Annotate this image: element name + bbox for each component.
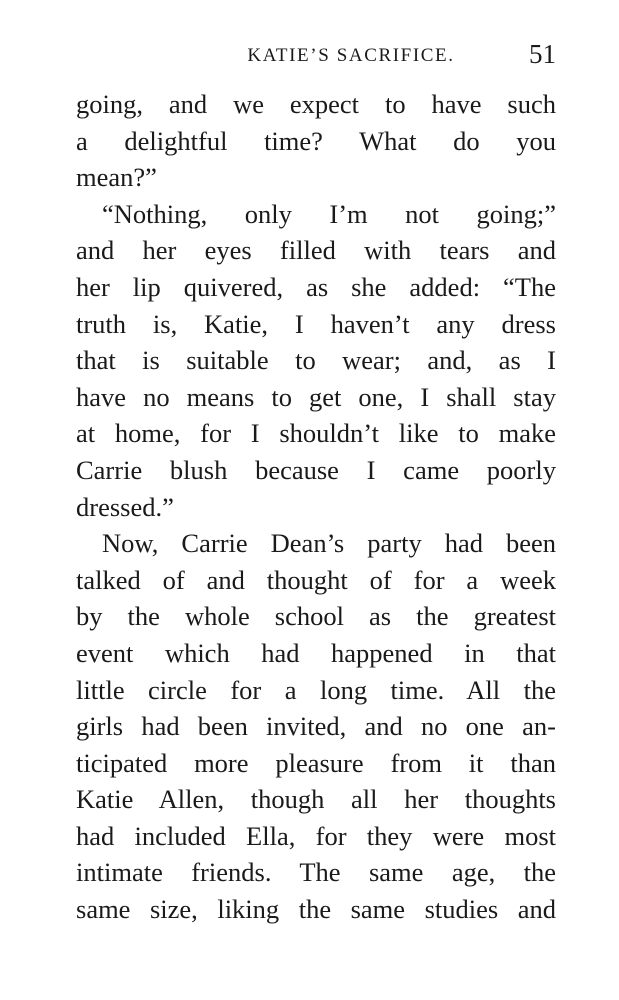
text-line: talked of and thought of for a week <box>76 564 556 595</box>
text-line: that is suitable to wear; and, as I <box>76 345 556 376</box>
text-line: dressed.” <box>76 491 174 522</box>
text-line: Carrie blush because I came poorly <box>76 454 556 485</box>
text-line: “Nothing, only I’m not going;” <box>102 198 556 229</box>
text-line: Now, Carrie Dean’s party had been <box>102 528 556 559</box>
text-line: mean?” <box>76 162 157 193</box>
text-line: by the whole school as the greatest <box>76 601 556 632</box>
text-line: girls had been invited, and no one an- <box>76 711 556 742</box>
text-line: Katie Allen, though all her thoughts <box>76 784 556 815</box>
text-line: truth is, Katie, I haven’t any dress <box>76 308 556 339</box>
running-head <box>76 38 556 74</box>
text-line: have no means to get one, I shall stay <box>76 381 556 412</box>
text-line: ticipated more pleasure from it than <box>76 747 556 778</box>
text-line: going, and we expect to have such <box>76 89 556 119</box>
text-line: and her eyes filled with tears and <box>76 235 556 266</box>
body-text <box>76 86 556 928</box>
running-title: KATIE’S SACRIFICE. <box>247 45 455 66</box>
text-line: intimate friends. The same age, the <box>76 857 556 888</box>
text-line: same size, liking the same studies and <box>76 894 556 925</box>
text-line: event which had happened in that <box>76 637 556 668</box>
text-line: little circle for a long time. All the <box>76 674 556 705</box>
text-line: her lip quivered, as she added: “The <box>76 271 556 302</box>
text-line: a delightful time? What do you <box>76 125 556 156</box>
text-line: had included Ella, for they were most <box>76 820 556 851</box>
text-line: at home, for I shouldn’t like to make <box>76 418 556 449</box>
page-number: 51 <box>529 39 556 69</box>
